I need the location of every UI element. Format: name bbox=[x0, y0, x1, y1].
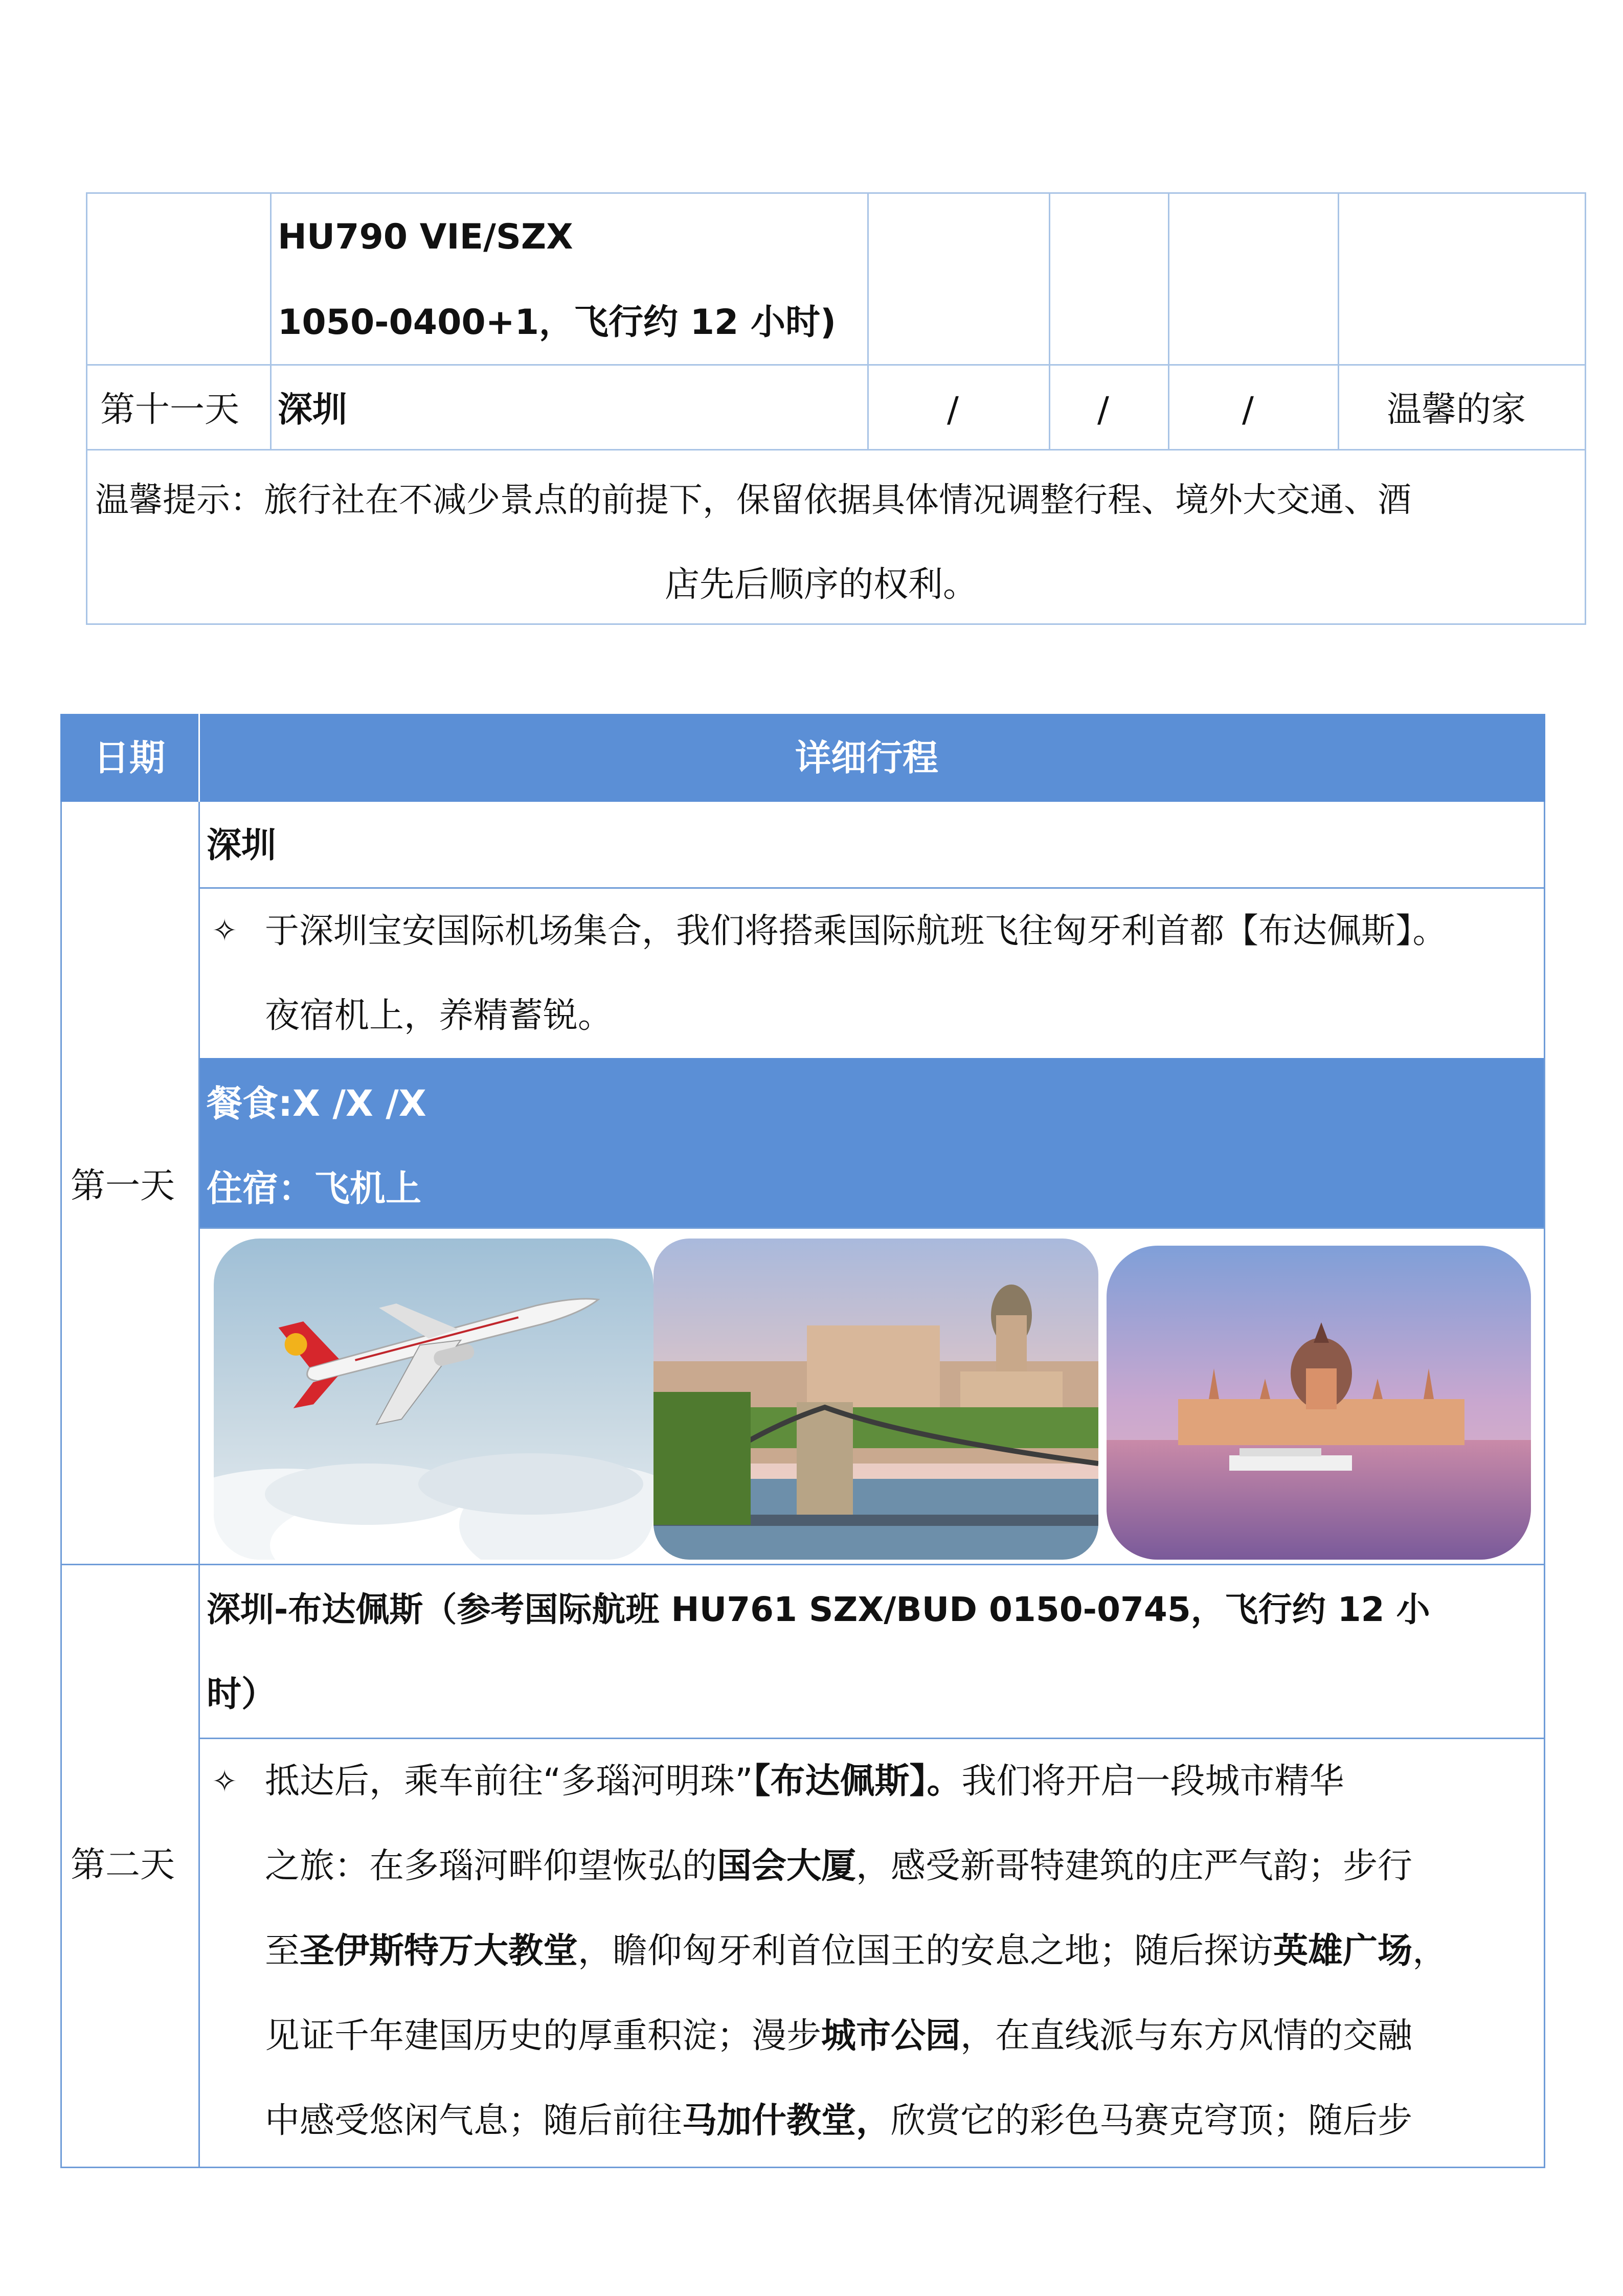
day2-text: 我们将开启一段城市精华 bbox=[961, 1761, 1344, 1802]
table-line bbox=[867, 192, 869, 450]
notice-text-line2: 店先后顺序的权利。 bbox=[665, 565, 978, 605]
return-flight-times: 1050-0400+1，飞行约 12 小时) bbox=[278, 302, 837, 343]
day2-text: ，瞻仰匈牙利首位国王的安息之地；随后探访 bbox=[578, 1931, 1274, 1971]
day11-city: 深圳 bbox=[278, 390, 348, 430]
day1-lodging: 住宿：飞机上 bbox=[207, 1167, 421, 1209]
day2-label: 第二天 bbox=[71, 1845, 175, 1885]
day2-text: ， bbox=[1412, 1931, 1448, 1971]
day2-title-line2: 时） bbox=[207, 1674, 277, 1715]
header-date: 日期 bbox=[94, 737, 165, 779]
day2-highlight-heroes-square: 英雄广场 bbox=[1273, 1931, 1413, 1971]
day11-lunch: / bbox=[1097, 390, 1109, 430]
day2-desc-line4 bbox=[265, 2016, 1412, 2057]
day2-text: 抵达后，乘车前往“多瑙河明珠” bbox=[265, 1761, 753, 1802]
airplane-in-clouds-photo bbox=[214, 1239, 653, 1560]
table-line bbox=[60, 2167, 1545, 2168]
chain-bridge-illustration bbox=[653, 1239, 1098, 1560]
table-line bbox=[86, 449, 1586, 451]
table-line bbox=[86, 364, 1586, 366]
day2-text: 见证千年建国历史的厚重积淀；漫步 bbox=[265, 2016, 822, 2056]
parliament-illustration bbox=[1107, 1246, 1531, 1560]
hungarian-parliament-photo bbox=[1107, 1246, 1531, 1560]
budapest-chain-bridge-photo bbox=[653, 1239, 1098, 1560]
day1-title: 深圳 bbox=[207, 825, 277, 866]
day2-desc-line3 bbox=[265, 1931, 1447, 1972]
table-line bbox=[60, 1564, 1545, 1565]
table-line bbox=[60, 802, 62, 2168]
day2-text: 中感受悠闲气息；随后前往 bbox=[265, 2101, 683, 2141]
notice-text-line1: 温馨提示：旅行社在不减少景点的前提下，保留依据具体情况调整行程、境外大交通、酒 bbox=[95, 480, 1411, 520]
header-divider bbox=[198, 714, 200, 802]
day1-desc-line2: 夜宿机上，养精蓄锐。 bbox=[265, 996, 613, 1036]
table-line bbox=[198, 1227, 1545, 1229]
day2-highlight-basilica: 圣伊斯特万大教堂 bbox=[300, 1931, 578, 1971]
day2-highlight-matthias-church: 马加什教堂， bbox=[682, 2101, 891, 2141]
day2-highlight-parliament: 国会大厦 bbox=[717, 1846, 856, 1886]
day1-desc-line1: 于深圳宝安国际机场集合，我们将搭乘国际航班飞往匈牙利首都【布达佩斯】。 bbox=[265, 911, 1447, 951]
table-line bbox=[198, 1738, 1545, 1739]
day11-label: 第十一天 bbox=[100, 390, 240, 430]
day2-text: 之旅：在多瑙河畔仰望恢弘的 bbox=[265, 1846, 717, 1886]
day11-hotel: 温馨的家 bbox=[1387, 390, 1526, 430]
day1-bullet: ✧ bbox=[212, 913, 238, 949]
day2-desc-line5 bbox=[265, 2101, 1412, 2142]
day2-desc-line1 bbox=[265, 1761, 1344, 1802]
day2-text: ，在直线派与东方风情的交融 bbox=[960, 2016, 1413, 2056]
day11-breakfast: / bbox=[947, 390, 959, 430]
day11-dinner: / bbox=[1242, 390, 1254, 430]
day2-highlight-city-park: 城市公园 bbox=[821, 2016, 961, 2056]
table-line bbox=[198, 802, 200, 2168]
table-line bbox=[198, 887, 1545, 889]
day1-label: 第一天 bbox=[71, 1166, 175, 1206]
table-line bbox=[1544, 802, 1545, 2168]
airplane-illustration bbox=[214, 1239, 653, 1560]
day2-bullet: ✧ bbox=[212, 1764, 238, 1799]
day2-text: 欣赏它的彩色马赛克穹顶；随后步 bbox=[891, 2101, 1413, 2141]
table-line bbox=[1338, 192, 1339, 450]
return-flight-number: HU790 VIE/SZX bbox=[278, 217, 573, 257]
header-itinerary: 详细行程 bbox=[795, 737, 938, 779]
day1-meals: 餐食:X /X /X bbox=[207, 1083, 426, 1124]
day2-text: 至 bbox=[265, 1931, 300, 1971]
day2-text: ，感受新哥特建筑的庄严气韵；步行 bbox=[856, 1846, 1413, 1886]
table-line bbox=[1049, 192, 1050, 450]
day2-title-line1: 深圳-布达佩斯（参考国际航班 HU761 SZX/BUD 0150-0745，飞行约 12 小 bbox=[207, 1590, 1430, 1629]
table-line bbox=[270, 192, 272, 450]
day2-desc-line2 bbox=[265, 1846, 1412, 1887]
table-line bbox=[1168, 192, 1169, 450]
day2-highlight-budapest: 【布达佩斯】。 bbox=[753, 1761, 962, 1802]
